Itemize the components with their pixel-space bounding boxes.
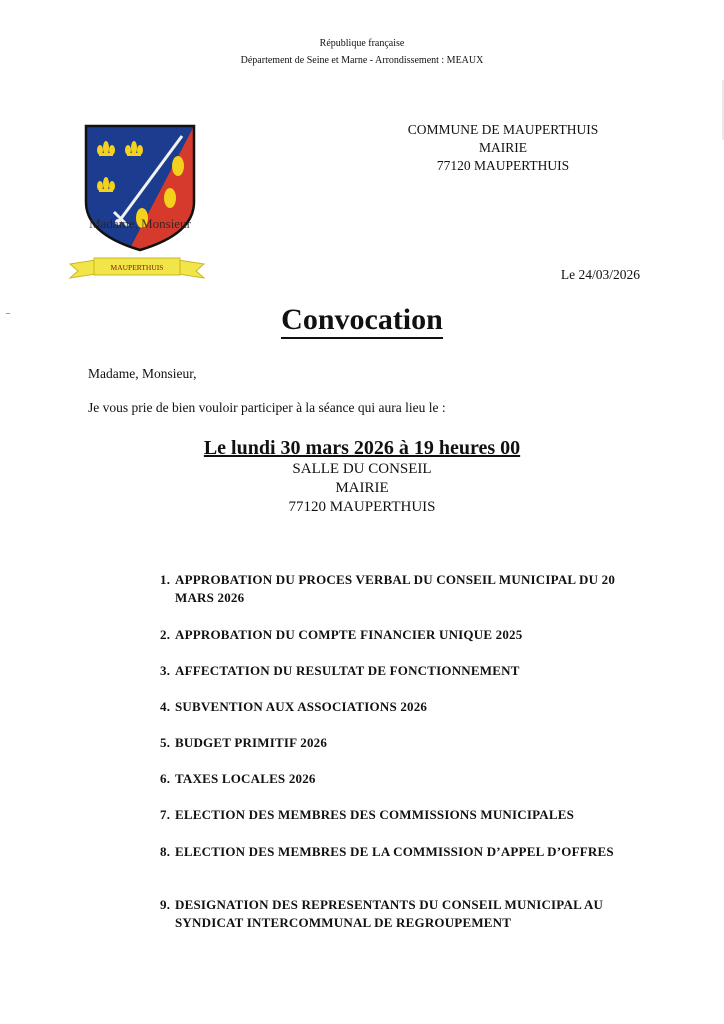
document-title: [0, 303, 724, 337]
commune-name: COMMUNE DE MAUPERTHUIS: [407, 122, 599, 137]
session-town: 77120 MAUPERTHUIS: [288, 499, 436, 515]
agenda-item-text: AFFECTATION DU RESULTAT DE FONCTIONNEMENT: [175, 663, 520, 678]
agenda-item: [160, 662, 630, 680]
agenda-item: [160, 896, 630, 932]
coat-of-arms-logo: [66, 122, 208, 282]
agenda-item: [160, 806, 630, 824]
agenda-item: [160, 770, 630, 788]
crest-overlay-text: Madame, Monsieur: [89, 216, 191, 231]
agenda-item: [160, 843, 630, 861]
commune-office: MAIRIE: [479, 140, 527, 155]
crest-banner-text: MAUPERTHUIS: [110, 263, 164, 272]
agenda-item-number: 9.: [160, 897, 171, 912]
session-datetime: Le lundi 30 mars 2026 à 19 heures 00: [203, 437, 521, 459]
agenda-item-text: BUDGET PRIMITIF 2026: [175, 735, 328, 750]
agenda-item-text: DESIGNATION DES REPRESENTANTS DU CONSEIL MUNICIPAL AU SYNDICAT INTERCOMMUNAL DE REGROUPEMENT: [175, 897, 604, 930]
intro-paragraph: Je vous prie de bien vouloir participer à la séance qui aura lieu le :: [88, 400, 446, 415]
agenda-item-number: 6.: [160, 771, 171, 786]
agenda-item-number: 1.: [160, 572, 171, 587]
page-header-republic: République française: [319, 38, 405, 49]
agenda-item-number: 8.: [160, 844, 171, 859]
salutation: Madame, Monsieur,: [88, 366, 197, 381]
commune-postcode: 77120 MAUPERTHUIS: [436, 158, 570, 173]
agenda-item-number: 5.: [160, 735, 171, 750]
agenda-item: [160, 698, 630, 716]
agenda-item-text: APPROBATION DU PROCES VERBAL DU CONSEIL MUNICIPAL DU 20 MARS 2026: [175, 572, 616, 605]
agenda-item-text: APPROBATION DU COMPTE FINANCIER UNIQUE 2025: [175, 627, 523, 642]
agenda-item-number: 4.: [160, 699, 171, 714]
agenda-item-number: 7.: [160, 807, 171, 822]
coat-of-arms-icon: [66, 122, 208, 282]
agenda-item: [160, 626, 630, 644]
session-details: [0, 436, 724, 517]
page-header-department: Département de Seine et Marne - Arrondissement : MEAUX: [240, 55, 484, 66]
agenda-item-text: TAXES LOCALES 2026: [175, 771, 316, 786]
session-building: MAIRIE: [335, 480, 389, 496]
agenda-item-text: ELECTION DES MEMBRES DE LA COMMISSION D’APPEL D’OFFRES: [175, 844, 614, 859]
session-room: SALLE DU CONSEIL: [292, 461, 432, 477]
agenda-item: [160, 734, 630, 752]
scan-margin-mark: [6, 313, 10, 314]
letter-date: Le 24/03/2026: [560, 267, 640, 282]
agenda-item: [160, 571, 630, 607]
document-title-text: Convocation: [281, 303, 443, 339]
agenda-item-text: ELECTION DES MEMBRES DES COMMISSIONS MUNICIPALES: [175, 807, 575, 822]
agenda-item-text: SUBVENTION AUX ASSOCIATIONS 2026: [175, 699, 428, 714]
agenda-item-number: 2.: [160, 627, 171, 642]
agenda-item-number: 3.: [160, 663, 171, 678]
commune-address: [395, 121, 611, 175]
